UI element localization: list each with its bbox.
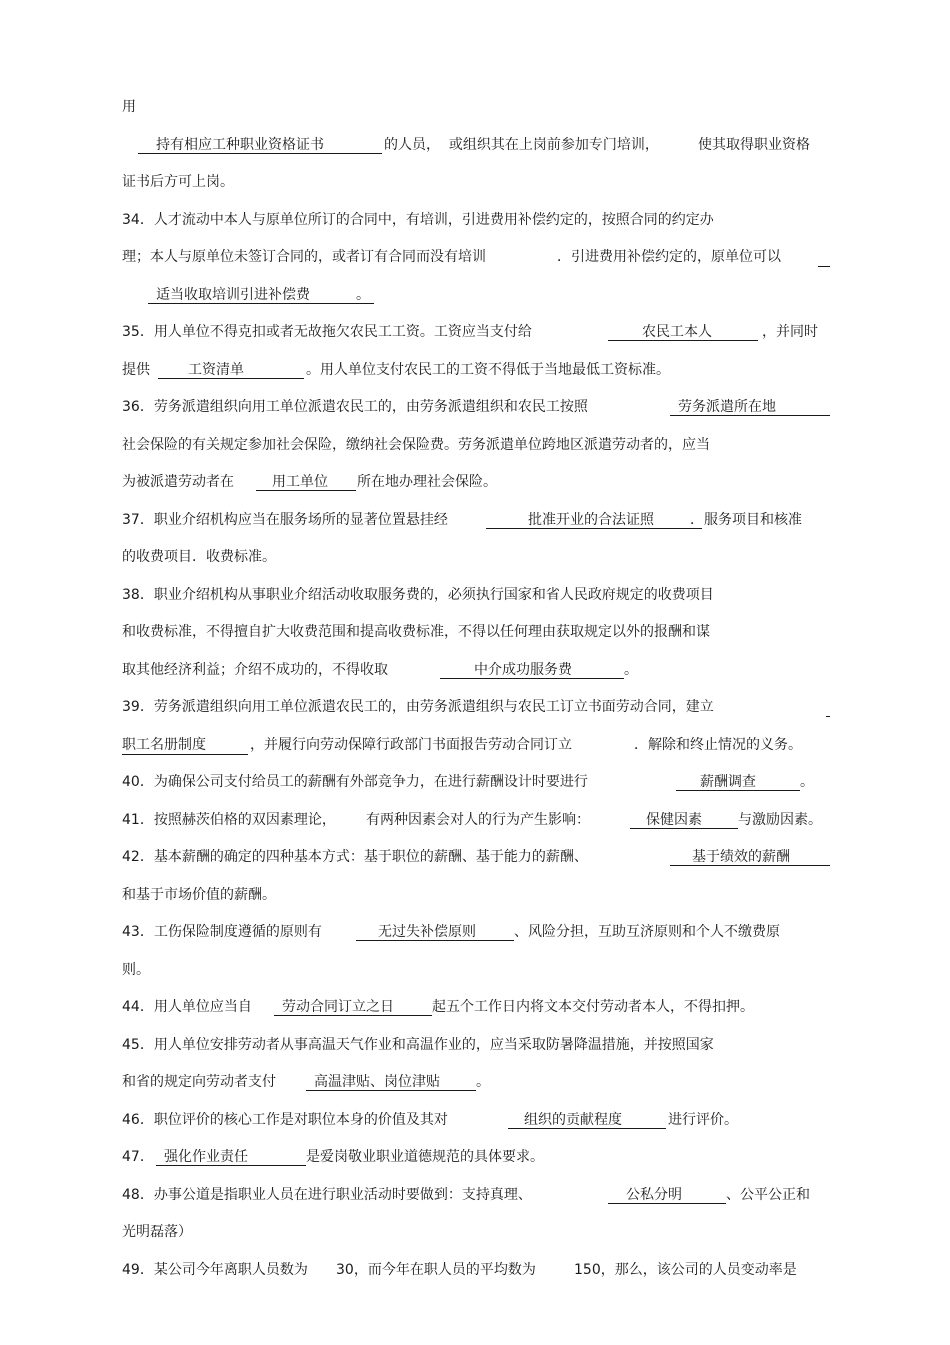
answer-blank: 保健因素 [630, 811, 738, 829]
text-line: 起五个工作日内将文本交付劳动者本人，不得扣押。 [432, 999, 754, 1015]
question-45: 45．用人单位安排劳动者从事高温天气作业和高温作业的，应当采取防暑降温措施，并按照国家 [122, 1037, 714, 1053]
answer-blank: 劳务派遣所在地 [670, 398, 830, 416]
text-line: ．解除和终止情况的义务。 [634, 737, 802, 753]
text-line: 光明磊落） [122, 1224, 192, 1240]
question-42: 42．基本薪酬的确定的四种基本方式：基于职位的薪酬、基于能力的薪酬、 [122, 849, 588, 865]
answer-blank: 适当收取培训引进补偿费 [148, 286, 374, 304]
question-47: 47． [122, 1149, 154, 1165]
answer-blank: 无过失补偿原则 [356, 923, 514, 941]
answer-blank: 组织的贡献程度 [508, 1111, 666, 1129]
question-43: 43．工伤保险制度遵循的原则有 [122, 924, 322, 940]
text-line: 所在地办理社会保险。 [357, 474, 497, 490]
text-line: 30，而今年在职人员的平均数为 [336, 1262, 536, 1278]
text-line: 社会保险的有关规定参加社会保险，缴纳社会保险费。劳务派遣单位跨地区派遣劳动者的，应当 [122, 437, 710, 453]
answer-blank: 中介成功服务费 [440, 661, 624, 679]
text-line: 、风险分担，互助互济原则和个人不缴费原 [514, 924, 780, 940]
text-line: 是爱岗敬业职业道德规范的具体要求。 [306, 1149, 544, 1165]
answer-blank: 农民工本人 [608, 323, 758, 341]
text-line: 有两种因素会对人的行为产生影响： [366, 812, 590, 828]
text-line: ．服务项目和核准 [690, 512, 802, 528]
text-line: 的人员， 或组织其在上岗前参加专门培训， [384, 137, 659, 153]
question-38: 38．职业介绍机构从事职业介绍活动收取服务费的，必须执行国家和省人民政府规定的收费项目 [122, 587, 714, 603]
question-40: 40．为确保公司支付给员工的薪酬有外部竞争力，在进行薪酬设计时要进行 [122, 774, 588, 790]
question-41: 41．按照赫茨伯格的双因素理论， [122, 812, 336, 828]
text-line: 和省的规定向劳动者支付 [122, 1074, 276, 1090]
answer-blank: 薪酬调查 [676, 773, 800, 791]
text-line: 。用人单位支付农民工的工资不得低于当地最低工资标准。 [306, 362, 670, 378]
text-line: 150，那么，该公司的人员变动率是 [574, 1262, 797, 1278]
text-line: 为被派遣劳动者在 [122, 474, 234, 490]
answer-blank: 基于绩效的薪酬 [670, 848, 830, 866]
answer-blank: 工资清单 [158, 361, 304, 379]
text-line: 使其取得职业资格 [698, 137, 810, 153]
question-35: 35．用人单位不得克扣或者无故拖欠农民工工资。工资应当支付给 [122, 324, 532, 340]
answer-blank-mark [826, 698, 830, 717]
question-49: 49．某公司今年离职人员数为 [122, 1262, 308, 1278]
question-34: 34．人才流动中本人与原单位所订的合同中，有培训，引进费用补偿约定的，按照合同的约定办 [122, 212, 714, 228]
text-line: 则。 [122, 962, 150, 978]
text-line: 。 [476, 1074, 490, 1090]
text-line: 和基于市场价值的薪酬。 [122, 887, 276, 903]
answer-blank: 劳动合同订立之日 [274, 998, 432, 1016]
answer-blank: 强化作业责任 [156, 1148, 306, 1166]
text-line: 。 [624, 662, 638, 678]
text-line: 。 [800, 774, 814, 790]
text-line: ，并履行向劳动保障行政部门书面报告劳动合同订立 [250, 737, 572, 753]
question-37: 37．职业介绍机构应当在服务场所的显著位置悬挂经 [122, 512, 448, 528]
answer-blank: 高温津贴、岗位津贴 [306, 1073, 476, 1091]
text-line: 和收费标准，不得擅自扩大收费范围和提高收费标准，不得以任何理由获取规定以外的报酬和谋 [122, 624, 710, 640]
question-36: 36．劳务派遣组织向用工单位派遣农民工的，由劳务派遣组织和农民工按照 [122, 399, 588, 415]
text-line: ．引进费用补偿约定的，原单位可以 [557, 249, 781, 265]
answer-blank: 用工单位 [256, 473, 356, 491]
text-line: 取其他经济利益；介绍不成功的，不得收取 [122, 662, 388, 678]
text-line: 、公平公正和 [726, 1187, 810, 1203]
answer-blank-mark [818, 248, 830, 267]
text-line: ，并同时 [762, 324, 818, 340]
text-line: 进行评价。 [668, 1112, 738, 1128]
question-44: 44．用人单位应当自 [122, 999, 252, 1015]
answer-blank: 公私分明 [608, 1186, 726, 1204]
text-line: 证书后方可上岗。 [122, 174, 234, 190]
answer-blank: 职工名册制度 [122, 736, 248, 755]
text-line: 。 [356, 287, 370, 303]
text-line: 用 [122, 99, 136, 115]
answer-blank: 持有相应工种职业资格证书 [138, 136, 382, 154]
answer-blank: 批准开业的合法证照 [486, 511, 702, 529]
text-line: 理；本人与原单位未签订合同的，或者订有合同而没有培训 [122, 249, 486, 265]
text-line: 与激励因素。 [738, 812, 822, 828]
question-46: 46．职位评价的核心工作是对职位本身的价值及其对 [122, 1112, 448, 1128]
question-48: 48．办事公道是指职业人员在进行职业活动时要做到：支持真理、 [122, 1187, 532, 1203]
question-39: 39．劳务派遣组织向用工单位派遣农民工的，由劳务派遣组织与农民工订立书面劳动合同，建立 [122, 699, 714, 715]
text-line: 提供 [122, 362, 150, 378]
text-line: 的收费项目．收费标准。 [122, 549, 276, 565]
